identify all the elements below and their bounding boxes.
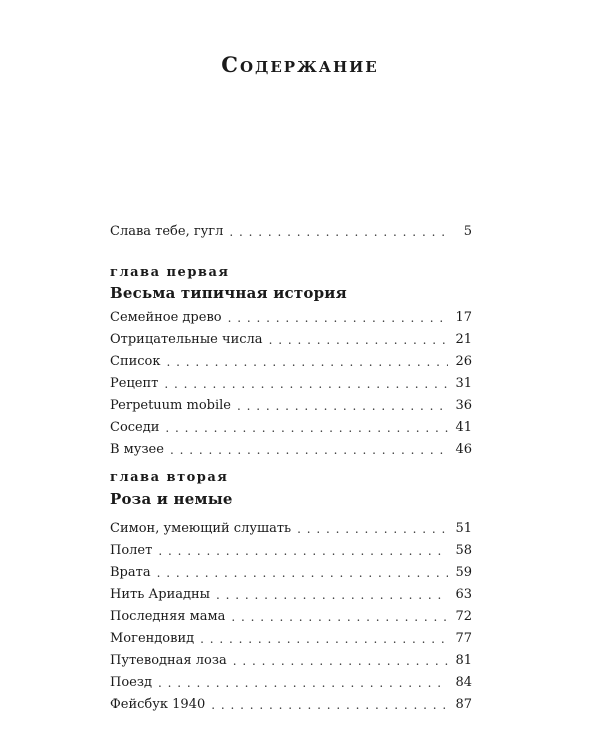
toc-entry-label: Отрицательные числа <box>110 332 263 347</box>
toc-entry-page: 17 <box>455 310 472 325</box>
toc-entry-label: Нить Ариадны <box>110 587 211 602</box>
toc-entry-label: Рецепт <box>110 376 159 391</box>
dot-leader <box>170 442 448 458</box>
dot-leader <box>167 354 448 370</box>
toc-entry-label: Врата <box>110 565 151 580</box>
dot-leader <box>165 420 448 436</box>
dot-leader <box>228 310 448 326</box>
toc-entry-label: Соседи <box>110 420 160 435</box>
toc-entry-page: 26 <box>455 354 472 369</box>
toc-entry[interactable] <box>110 370 472 392</box>
toc-entry-label: Симон, умеющий слушать <box>110 521 292 536</box>
toc-entry-page: 21 <box>455 332 472 347</box>
toc-entry-label: Могендовид <box>110 631 195 646</box>
toc-entry[interactable] <box>110 304 472 326</box>
toc-entry-page: 84 <box>455 675 472 690</box>
dot-leader <box>216 587 448 603</box>
dot-leader <box>269 332 448 348</box>
dot-leader <box>297 521 448 537</box>
chapter-1-kicker: глава первая <box>110 265 230 280</box>
dot-leader <box>233 653 448 669</box>
toc-entry[interactable] <box>110 326 472 348</box>
dot-leader <box>231 609 448 625</box>
toc-entry-label: Полет <box>110 543 153 558</box>
toc-entry[interactable] <box>110 515 472 537</box>
dot-leader <box>237 398 448 414</box>
toc-entry-page: 63 <box>455 587 472 602</box>
toc-entry-intro[interactable] <box>110 218 472 240</box>
toc-entry-page: 81 <box>455 653 472 668</box>
chapter-2-title: Роза и немые <box>110 490 233 508</box>
toc-entry-page: 41 <box>455 420 472 435</box>
toc-entry-label: Путеводная лоза <box>110 653 227 668</box>
toc-entry[interactable] <box>110 559 472 581</box>
toc-entry-page: 46 <box>455 442 472 457</box>
dot-leader <box>164 376 448 392</box>
toc-entry-page: 58 <box>455 543 472 558</box>
toc-entry-label: Последняя мама <box>110 609 226 624</box>
dot-leader <box>158 543 448 559</box>
toc-entry-page: 5 <box>463 224 472 239</box>
toc-entry-page: 72 <box>455 609 472 624</box>
toc-entry-page: 51 <box>455 521 472 536</box>
toc-entry-label: Семейное древо <box>110 310 222 325</box>
toc-entry[interactable] <box>110 414 472 436</box>
toc-entry[interactable] <box>110 669 472 691</box>
toc-entry-label: Список <box>110 354 161 369</box>
toc-entry-page: 36 <box>455 398 472 413</box>
toc-entry-label: В музее <box>110 442 164 457</box>
toc-entry[interactable] <box>110 537 472 559</box>
dot-leader <box>229 224 448 240</box>
toc-entry[interactable] <box>110 603 472 625</box>
toc-entry-page: 59 <box>455 565 472 580</box>
dot-leader <box>158 675 448 691</box>
toc-entry[interactable] <box>110 625 472 647</box>
toc-entry[interactable] <box>110 581 472 603</box>
dot-leader <box>200 631 448 647</box>
toc-entry[interactable] <box>110 691 472 713</box>
toc-entry-label: Perpetuum mobile <box>110 398 231 413</box>
chapter-2-kicker: глава вторая <box>110 470 229 485</box>
chapter-1-title: Весьма типичная история <box>110 284 347 302</box>
toc-entry-label: Поезд <box>110 675 152 690</box>
toc-entry-page: 31 <box>455 376 472 391</box>
toc-entry-page: 87 <box>455 697 472 712</box>
dot-leader <box>157 565 448 581</box>
toc-entry[interactable] <box>110 436 472 458</box>
toc-entry[interactable] <box>110 392 472 414</box>
dot-leader <box>211 697 448 713</box>
page-title: Содержание <box>221 52 379 77</box>
toc-entry-label: Слава тебе, гугл <box>110 224 224 239</box>
toc-entry[interactable] <box>110 647 472 669</box>
toc-entry-page: 77 <box>455 631 472 646</box>
toc-entry-label: Фейсбук 1940 <box>110 697 206 712</box>
toc-entry[interactable] <box>110 348 472 370</box>
